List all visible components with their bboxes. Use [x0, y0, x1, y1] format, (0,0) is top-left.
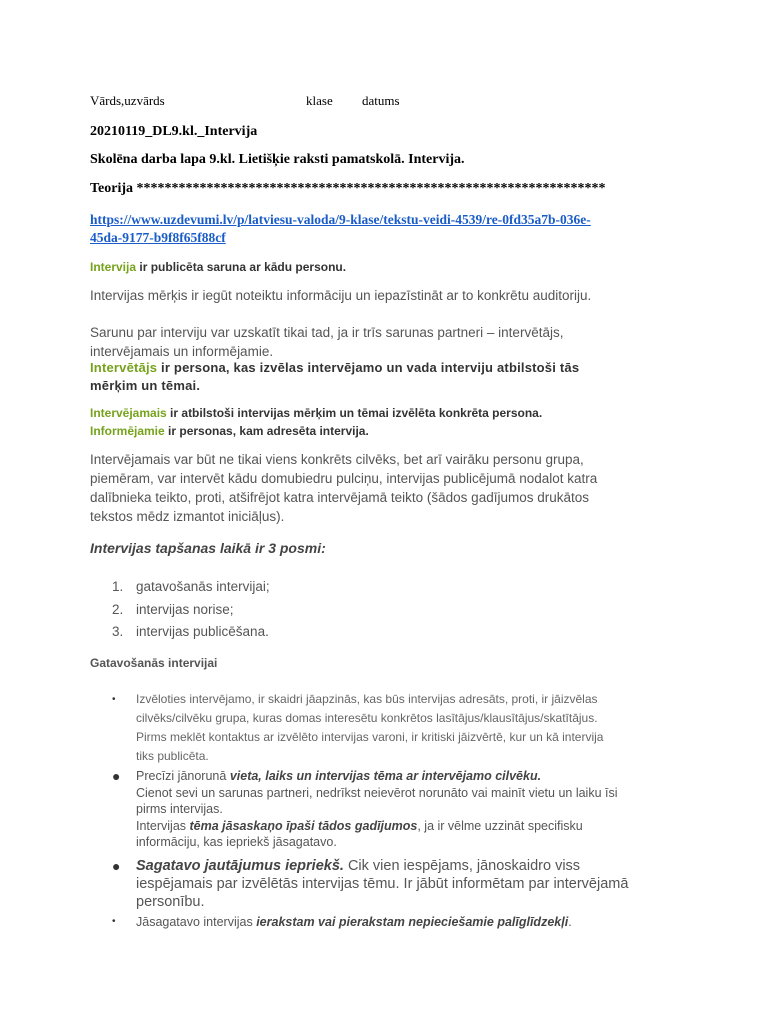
subtitle: Skolēna darba lapa 9.kl. Lietišķie raksti pamatskolā. Intervija. [90, 152, 465, 167]
bullet-item [112, 690, 682, 766]
doc-code: 20210119_DL9.kl._Intervija [90, 124, 258, 139]
def-intervejamais [90, 404, 542, 440]
bullet-line: Pirms meklēt kontaktus ar izvēlēto intervijas varoni, ir kritiski jāizvērtē, kur un kā intervija [136, 730, 604, 744]
bullet-emphasis: vieta, laiks un intervijas tēma ar intervējamo cilvēku. [229, 769, 542, 783]
bullet-text: , ja ir vēlme uzzināt specifisku [417, 818, 583, 833]
def-intervetajs-text: ir persona, kas izvēlas intervējamo un vada interviju atbilstoši tās [157, 360, 580, 375]
date-label: datums [362, 93, 400, 108]
bullet-line: Cienot sevi un sarunas partneri, nedrīkst neievērot norunāto vai mainīt vietu un laiku īsi [136, 785, 618, 800]
phases-list [112, 576, 270, 644]
bullet-line: personību. [136, 894, 205, 910]
bullet-icon: • [112, 916, 116, 927]
bullet-item [112, 857, 682, 911]
conversation-line: Sarunu par interviju var uzskatīt tikai tad, ja ir trīs sarunas partneri – intervētājs, [90, 325, 564, 340]
list-number: 1. [112, 579, 124, 594]
bullet-line: pirms intervijas. [136, 802, 223, 816]
bullet-emphasis: ierakstam vai pierakstam nepieciešamie palīglīdzekļi [256, 915, 569, 929]
bullet-icon: ● [112, 768, 121, 784]
def-intervija-text: ir publicēta saruna ar kādu personu. [136, 260, 347, 274]
bullet-emphasis: Sagatavo jautājumus iepriekš. [136, 858, 344, 874]
conversation-line: intervējamais un informējamie. [90, 344, 274, 359]
bullet-text: Cik vien iespējams, jānoskaidro viss [343, 858, 581, 874]
def-intervetajs [90, 359, 579, 395]
bullet-text: Jāsagatavo intervijas [136, 915, 257, 929]
bullet-line: tiks publicēta. [136, 749, 209, 763]
bullet-icon: ● [112, 858, 121, 874]
bullet-icon: • [112, 694, 116, 705]
paragraph-line: Intervējamais var būt ne tikai viens konkrēts cilvēks, bet arī vairāku personu grupa, [90, 452, 584, 467]
list-item [112, 621, 270, 644]
theory-label: Teorija [90, 181, 134, 196]
list-text: intervijas norise; [136, 601, 234, 617]
bullet-text: . [568, 915, 572, 929]
term-intervetajs: Intervētājs [90, 360, 158, 375]
term-informejamie: Informējamie [90, 424, 165, 438]
class-label: klase [306, 93, 333, 108]
list-text: gatavošanās intervijai; [136, 579, 270, 594]
bullet-text: Precīzi jānorunā [136, 769, 230, 783]
goal-paragraph: Intervijas mērķis ir iegūt noteiktu informāciju un iepazīstināt ar to konkrētu auditoriju. [90, 288, 592, 303]
theory-link-line1[interactable]: https://www.uzdevumi.lv/p/latviesu-valoda/9-klase/tekstu-veidi-4539/re-0fd35a7b-036e- [90, 212, 591, 227]
bullet-emphasis: tēma jāsaskaņo īpaši tādos gadījumos [189, 818, 418, 833]
bullet-line: Izvēloties intervējamo, ir skaidri jāapzinās, kas būs intervijas adresāts, proti, ir jāizvēlas [136, 692, 598, 706]
bullet-item [112, 913, 682, 931]
theory-stars: ******************************************************************* [136, 181, 606, 196]
bullet-item [112, 768, 682, 851]
bullet-text: Intervijas [136, 818, 190, 833]
group-paragraph [90, 450, 597, 526]
list-item [112, 576, 270, 599]
def-intervejamais-text: ir atbilstoši intervijas mērķim un tēmai izvēlēta konkrēta persona. [166, 406, 543, 420]
theory-link-line2[interactable]: 45da-9177-b9f8f65f88cf [90, 230, 226, 245]
paragraph-line: dalībnieka teikto, proti, atšifrējot katra intervējamā teikto (šādos gadījumos drukātos [90, 490, 589, 505]
list-number: 2. [112, 601, 124, 617]
theory-link[interactable] [90, 211, 591, 247]
def-intervija [90, 260, 346, 274]
bullet-line: cilvēks/cilvēku grupa, kuras domas interesētu konkrētos lasītājus/klausītājus/skatītājus. [136, 711, 598, 725]
theory-heading [90, 181, 606, 197]
def-intervetajs-text-2: mērķim un tēmai. [90, 378, 201, 393]
paragraph-line: tekstos mēdz izmantot iniciāļus). [90, 509, 285, 524]
term-intervejamais: Intervējamais [90, 406, 167, 420]
phases-heading: Intervijas tapšanas laikā ir 3 posmi: [90, 540, 326, 556]
prep-heading: Gatavošanās intervijai [90, 656, 218, 670]
bullet-line: informāciju, kas iepriekš jāsagatavo. [136, 835, 337, 849]
list-number: 3. [112, 624, 124, 639]
def-informejamie-text: ir personas, kam adresēta intervija. [164, 424, 369, 438]
list-text: intervijas publicēšana. [136, 624, 269, 639]
conversation-paragraph [90, 323, 563, 361]
name-label: Vārds,uzvārds [90, 93, 165, 108]
paragraph-line: piemēram, var intervēt kādu domubiedru pulciņu, intervijas publicējumā nodalot katra [90, 471, 598, 486]
term-intervija: Intervija [90, 260, 137, 274]
bullet-line: iespējamais par izvēlētās intervijas tēmu. Ir jābūt informētam par intervējamā [136, 876, 629, 892]
list-item [112, 599, 270, 622]
